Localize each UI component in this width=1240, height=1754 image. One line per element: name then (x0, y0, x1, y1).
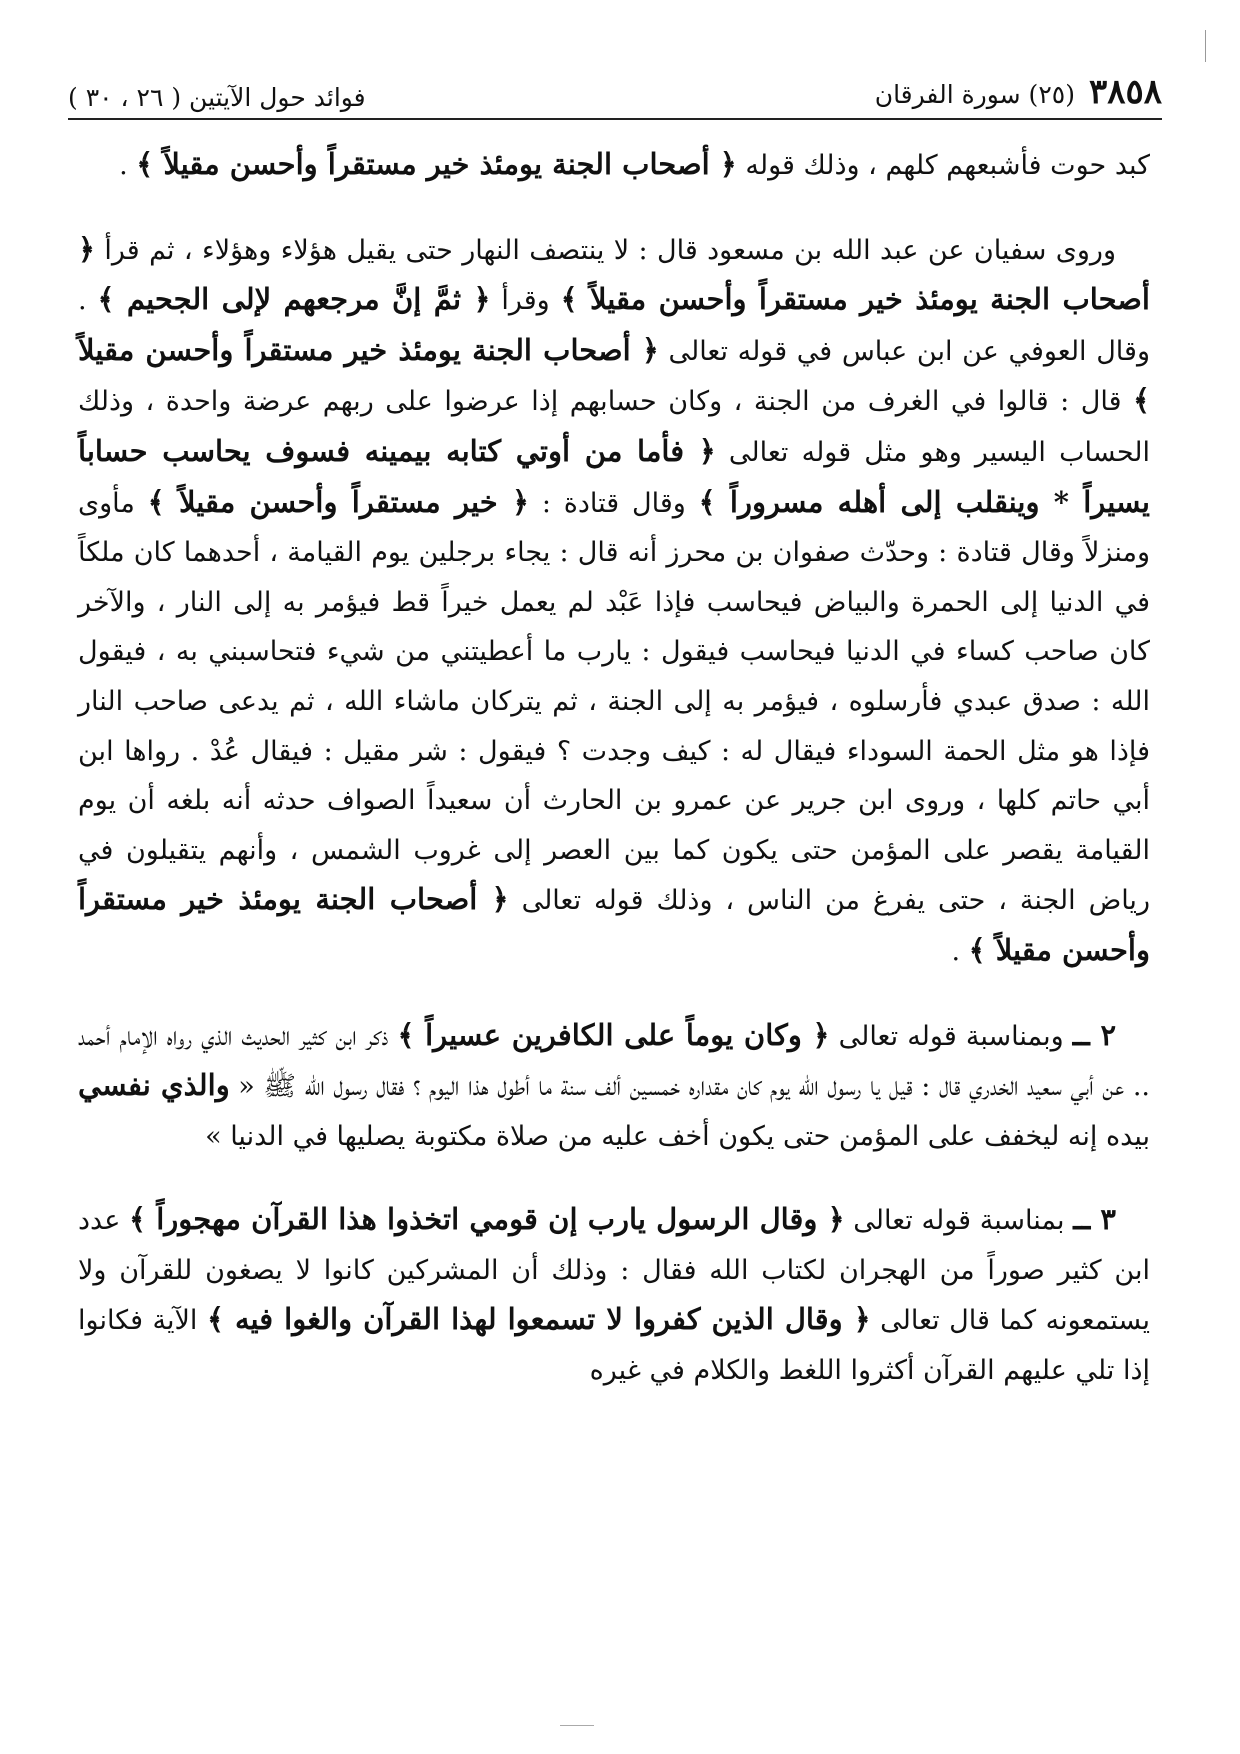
page-number: ٣٨٥٨ (1088, 72, 1162, 112)
body-text: . (119, 150, 137, 181)
body-text: بيده إنه ليخفف على المؤمن حتى يكون أخف عليه من صلاة مكتوبة يصليها في الدنيا » (205, 1120, 1150, 1152)
page-edge-mark (1205, 30, 1206, 62)
body-text: مأوى ومنزلاً وقال قتادة : وحدّث صفوان بن محرز أنه قال : يجاء برجلين يوم القيامة ، أحدهما كان ملكاً في الدنيا إلى الحمرة والبياض فيحاسب فإذا عَبْد لم يعمل خيراً قط فيؤمر به إلى النار ، والآخر كان صاحب كساء في الدنيا فيحاسب فيقول : يارب ما أعطيتني من شيء فتحاسبني به ، فيقول الله : صدق عبدي فأرسلوه ، فيؤمر به إلى الجنة ، ثم يتركان ماشاء الله ، ثم يدعى صاحب النار فإذا هو مثل الحمة السوداء فيقال له : كيف وجدت ؟ فيقول : شر مقيل : فيقال عُدْ . رواها ابن أبي حاتم كلها ، وروى ابن جرير عن عمرو بن الحارث أن سعيداً الصواف حدثه أنه بلغه أن يوم القيامة يقصر على المؤمن حتى يكون كما بين العصر إلى غروب الشمس ، وأنهم يتقيلون في رياض الجنة ، حتى يفرغ من الناس ، وذلك قوله تعالى (78, 487, 1150, 917)
quran-quote: ٢ ــ (1072, 1017, 1117, 1052)
body-text: وقال قتادة : (529, 487, 699, 519)
paragraph-ibn-masud (78, 225, 1150, 977)
paragraph-point-3 (78, 1195, 1150, 1395)
header-right-group (875, 72, 1162, 112)
quran-quote: ﴿ أصحاب الجنة يومئذ خير مستقراً وأحسن مقيلاً ﴾ (78, 231, 1150, 317)
body-text: قال : قالوا في الغرف من الجنة ، وكان حسابهم إذا عرضوا على ربهم عرضة واحدة ، وذلك الحساب اليسير وهو مثل قوله تعالى (78, 386, 1150, 468)
body-text: الآية فكانوا إذا تلي عليهم القرآن أكثروا اللغط والكلام في غيره (78, 1305, 1150, 1387)
page-body (78, 140, 1150, 1396)
section-title: فوائد حول الآيتين ( ٢٦ ، ٣٠ ) (68, 83, 366, 112)
header-divider (68, 118, 1162, 120)
body-text: عدد ابن كثير صوراً من الهجران لكتاب الله فقال : وذلك أن المشركين كانوا لا يصغون للقرآن ولا يستمعونه كما قال تعالى (78, 1205, 1150, 1337)
running-header (68, 62, 1162, 112)
quran-quote: ﴿ أصحاب الجنة يومئذ خير مستقراً وأحسن مقيلاً ﴾ (78, 882, 1150, 967)
quran-quote: ﴿ وكان يوماً على الكافرين عسيراً ﴾ (397, 1017, 830, 1052)
body-text: وقرأ (490, 285, 561, 317)
quran-quote: ٣ ــ (1073, 1202, 1116, 1237)
quran-quote: ﴿ خير مستقراً وأحسن مقيلاً ﴾ (147, 484, 530, 519)
body-text: ذكر ابن كثير الحديث الذي رواه الإمام أحمد .. عن أبي سعيد الخدري قال : قيل يا رسول الله يوم كان مقداره خمسين ألف سنة ما أطول هذا اليوم ؟ فقال رسول الله ﷺ « (78, 1020, 1150, 1103)
footer-mark (560, 1725, 594, 1726)
body-text: وبمناسبة قوله تعالى (829, 1020, 1073, 1052)
quran-quote: والذي نفسي (78, 1068, 230, 1103)
paragraph-point-2 (78, 1011, 1150, 1162)
quran-quote: ﴿ فأما من أوتي كتابه بيمينه فسوف يحاسب حساباً يسيراً * وينقلب إلى أهله مسروراً ﴾ (78, 433, 1151, 519)
body-text: . (951, 935, 969, 967)
surah-reference: (٢٥) سورة الفرقان (874, 80, 1075, 109)
body-text: وروى سفيان عن عبد الله بن مسعود قال : لا ينتصف النهار حتى يقيل هؤلاء وهؤلاء ، ثم قرأ (95, 234, 1116, 266)
quran-quote: ﴿ وقال الرسول يارب إن قومي اتخذوا هذا القرآن مهجوراً ﴾ (129, 1202, 845, 1237)
quran-quote: ﴿ ثمَّ إنَّ مرجعهم لإلى الجحيم ﴾ (97, 282, 491, 317)
quran-quote: ﴿ أصحاب الجنة يومئذ خير مستقراً وأحسن مقيلاً ﴾ (136, 147, 737, 181)
paragraph-continuation (78, 140, 1150, 191)
quran-quote: ﴿ وقال الذين كفروا لا تسمعوا لهذا القرآن والغوا فيه ﴾ (206, 1302, 871, 1337)
body-text: كبد حوت فأشبعهم كلهم ، وذلك قوله (736, 150, 1150, 181)
quran-quote: ﴿ أصحاب الجنة يومئذ خير مستقراً وأحسن مقيلاً ﴾ (78, 332, 1150, 418)
body-text: بمناسبة قوله تعالى (844, 1205, 1074, 1237)
body-text: . وقال العوفي عن ابن عباس في قوله تعالى (78, 285, 1150, 367)
